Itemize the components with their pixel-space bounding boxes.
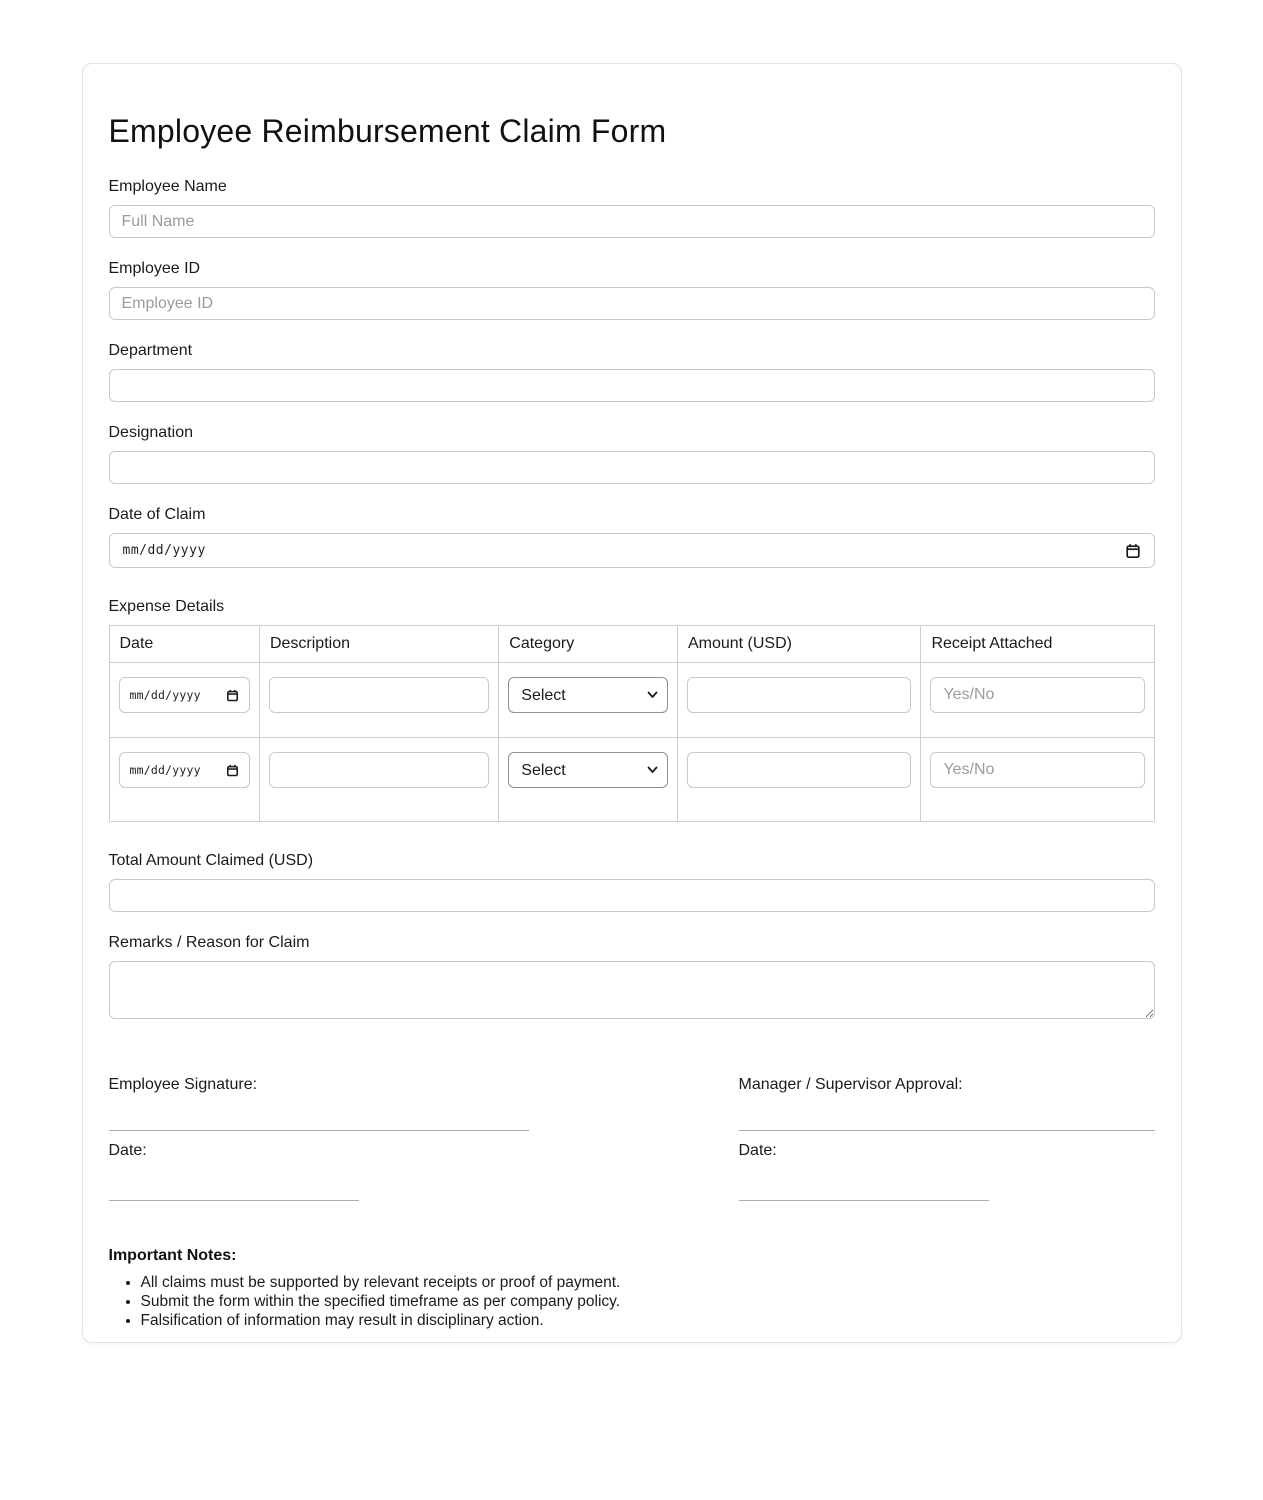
department-label: Department	[108, 342, 193, 359]
expense-row1-category-select[interactable]	[508, 677, 668, 713]
employee-date-line	[109, 1200, 359, 1201]
calendar-icon[interactable]	[1125, 543, 1141, 559]
note-item: • Falsification of information may result in disciplinary action.	[141, 1311, 1155, 1330]
designation-input[interactable]	[109, 451, 1155, 484]
expense-row2-description-input[interactable]	[269, 752, 489, 788]
employee-id-input[interactable]	[109, 287, 1155, 320]
employee-signature-line	[109, 1130, 529, 1131]
employee-name-label: Employee Name	[108, 178, 227, 195]
remarks-label: Remarks / Reason for Claim	[108, 934, 310, 951]
expense-row2-category-select[interactable]	[508, 752, 668, 788]
total-amount-input[interactable]	[109, 879, 1155, 912]
note-item: • All claims must be supported by relevant receipts or proof of payment.	[141, 1273, 1155, 1292]
expense-row-2	[109, 738, 1154, 822]
employee-id-group	[109, 260, 1155, 320]
signature-section	[109, 1076, 1155, 1201]
department-input[interactable]	[109, 369, 1155, 402]
designation-group	[109, 424, 1155, 484]
total-amount-label: Total Amount Claimed (USD)	[108, 852, 314, 869]
total-amount-group	[109, 852, 1155, 912]
expense-row1-date-input[interactable]	[119, 677, 250, 713]
remarks-group	[109, 934, 1155, 1024]
remarks-textarea[interactable]	[109, 961, 1155, 1019]
column-header-description: Description	[259, 626, 498, 663]
expense-row1-amount-input[interactable]	[687, 677, 911, 713]
expense-row2-category-wrap	[508, 752, 668, 788]
column-header-receipt: Receipt Attached	[921, 626, 1154, 663]
department-group	[109, 342, 1155, 402]
important-notes-section	[109, 1247, 1155, 1330]
note-item: • Submit the form within the specified timeframe as per company policy.	[141, 1292, 1155, 1311]
calendar-icon[interactable]	[226, 689, 239, 702]
employee-name-group	[109, 178, 1155, 238]
manager-approval-block	[739, 1076, 1155, 1201]
manager-date-line	[739, 1200, 989, 1201]
designation-label: Designation	[108, 424, 193, 441]
column-header-date: Date	[109, 626, 259, 663]
expense-row2-receipt-input[interactable]	[930, 752, 1144, 788]
claim-form-card	[82, 63, 1182, 1343]
expense-row1-description-input[interactable]	[269, 677, 489, 713]
column-header-amount: Amount (USD)	[677, 626, 920, 663]
notes-list	[109, 1273, 1155, 1330]
expense-row1-category-wrap	[508, 677, 668, 713]
page-title: Employee Reimbursement Claim Form	[108, 113, 667, 149]
date-of-claim-label: Date of Claim	[108, 506, 206, 523]
manager-approval-label: Manager / Supervisor Approval:	[738, 1076, 963, 1093]
employee-id-label: Employee ID	[108, 260, 201, 277]
expense-table	[109, 625, 1155, 822]
expense-row2-date-input[interactable]	[119, 752, 250, 788]
expense-row1-receipt-input[interactable]	[930, 677, 1144, 713]
employee-name-input[interactable]	[109, 205, 1155, 238]
expense-details-label: Expense Details	[108, 598, 225, 615]
expense-row2-amount-input[interactable]	[687, 752, 911, 788]
date-value: mm/dd/yyyy	[129, 763, 201, 777]
expense-row-1	[109, 663, 1154, 738]
manager-date-label: Date:	[738, 1142, 777, 1159]
employee-date-label: Date:	[108, 1142, 147, 1159]
column-header-category: Category	[499, 626, 678, 663]
manager-signature-line	[739, 1130, 1155, 1131]
date-value: mm/dd/yyyy	[129, 688, 201, 702]
date-value: mm/dd/yyyy	[122, 543, 206, 558]
notes-heading: Important Notes:	[108, 1247, 237, 1264]
calendar-icon[interactable]	[226, 764, 239, 777]
date-of-claim-input[interactable]	[109, 533, 1155, 568]
expense-header-row	[109, 626, 1154, 663]
employee-signature-label: Employee Signature:	[108, 1076, 258, 1093]
date-of-claim-group	[109, 506, 1155, 568]
employee-signature-block	[109, 1076, 529, 1201]
